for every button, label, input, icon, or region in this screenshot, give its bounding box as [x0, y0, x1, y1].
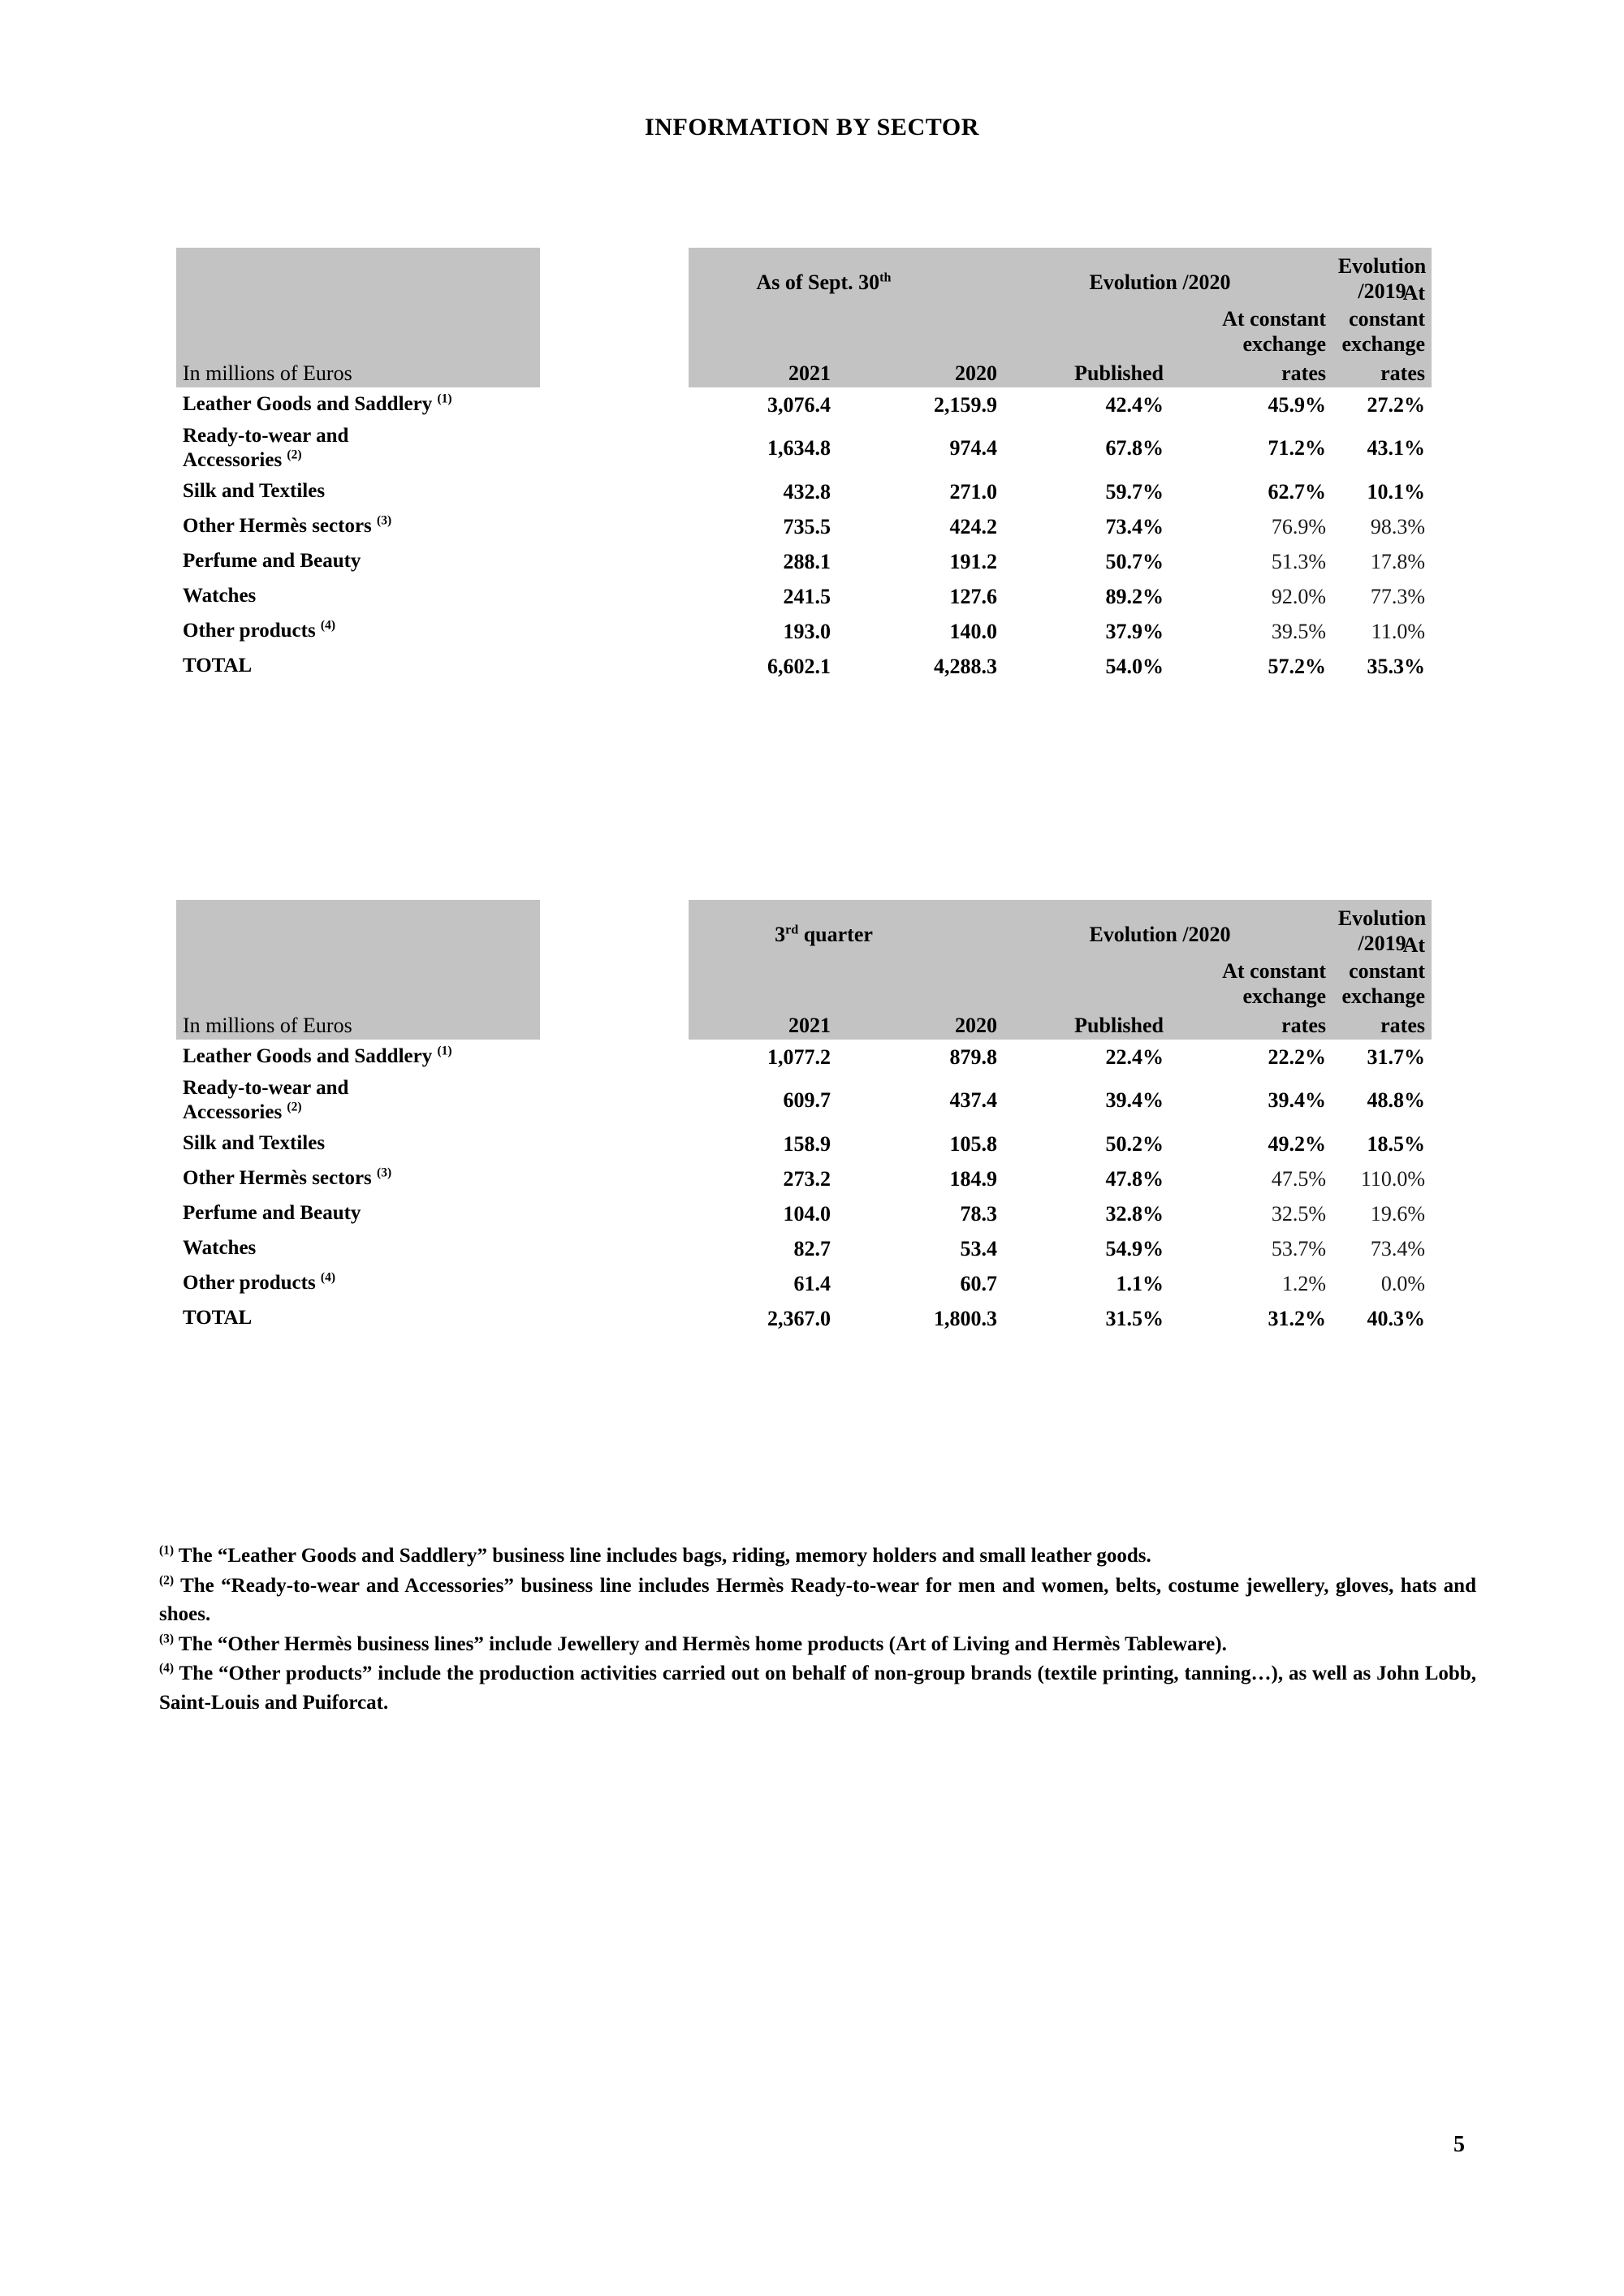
cell-value-2021: 2,367.0	[767, 1306, 831, 1330]
footnote-text: The “Other products” include the production activities carried out on behalf of non-group brands (textile printing, tanning…), as well as John Lobb, Saint-Louis and Puiforcat.	[159, 1663, 1476, 1714]
cell-value-2021: 1,077.2	[767, 1044, 831, 1069]
cell-value-2021: 1,634.8	[767, 436, 831, 460]
cell-value-published: 39.4%	[1105, 1088, 1164, 1112]
sector-data-table	[176, 900, 1432, 1336]
cell-value-2020: 1,800.3	[934, 1306, 997, 1330]
footnotes-block	[159, 1541, 1476, 1718]
cell-value-constant-2019: 19.6%	[1370, 1201, 1425, 1226]
table-header-row	[176, 248, 1432, 387]
row-label: Leather Goods and Saddlery $^{(1)}$	[183, 391, 452, 416]
cell-value-2021: 158.9	[783, 1131, 831, 1156]
cell-value-2021: 6,602.1	[767, 654, 831, 678]
cell-value-constant-2019: 110.0%	[1360, 1166, 1425, 1191]
evolution-2019-title: Evolution /2019	[1337, 254, 1427, 303]
cell-value-published: 1.1%	[1116, 1271, 1164, 1295]
cell-value-constant-2019: 43.1%	[1367, 436, 1425, 460]
table-row	[176, 1161, 1432, 1196]
cell-value-constant-2019: 40.3%	[1367, 1306, 1425, 1330]
cell-value-2020: 184.9	[949, 1166, 997, 1191]
table-row	[176, 1266, 1432, 1301]
row-gap-cell	[540, 1074, 689, 1126]
period-title: As of Sept. 30th	[756, 270, 892, 294]
footnote-marker: (1)	[159, 1543, 175, 1558]
footnote-text: The “Ready-to-wear and Accessories” business line includes Hermès Ready-to-wear for men and women, belts, costume jewellery, gloves, hats and shoes.	[159, 1574, 1476, 1625]
cell-value-published: 54.9%	[1105, 1236, 1164, 1260]
evolution-2020-title: Evolution /2020	[1089, 270, 1231, 294]
page-number: 5	[1453, 2132, 1465, 2157]
footnote	[159, 1572, 1476, 1629]
cell-value-2020: 271.0	[949, 479, 997, 504]
cell-value-published: 31.5%	[1105, 1306, 1164, 1330]
table-row	[176, 1196, 1432, 1231]
row-gap-cell	[540, 1231, 689, 1266]
sector-table-third-quarter	[176, 900, 1432, 1336]
cell-value-published: 73.4%	[1105, 514, 1164, 538]
row-gap-cell	[540, 1301, 689, 1336]
row-gap-cell	[540, 544, 689, 579]
cell-value-2020: 105.8	[949, 1131, 997, 1156]
cell-value-2020: 2,159.9	[934, 392, 997, 417]
header-cell-published	[1004, 900, 1231, 1040]
cell-value-2020: 879.8	[949, 1044, 997, 1069]
header-cell-unit	[176, 248, 540, 387]
cell-value-constant-2020: 92.0%	[1271, 584, 1326, 608]
cell-value-constant-2020: 53.7%	[1271, 1236, 1326, 1260]
row-gap-cell	[540, 1266, 689, 1301]
cell-value-constant-2019: 31.7%	[1367, 1044, 1425, 1069]
row-label-cell	[176, 422, 540, 474]
cell-value-2021: 735.5	[783, 514, 831, 538]
row-label-cell	[176, 1301, 540, 1336]
cell-value-published: 22.4%	[1105, 1044, 1164, 1069]
cell-value-constant-2019: 17.8%	[1370, 549, 1425, 573]
cell-value-constant-2020: 71.2%	[1268, 436, 1326, 460]
row-label-cell	[176, 509, 540, 544]
header-gap	[540, 248, 689, 387]
cell-value-published: 47.8%	[1105, 1166, 1164, 1191]
cell-value-constant-2020: 39.5%	[1271, 619, 1326, 643]
cell-value-constant-2019: 48.8%	[1367, 1088, 1425, 1112]
footnote-marker: (4)	[159, 1661, 175, 1676]
row-label: Leather Goods and Saddlery $^{(1)}$	[183, 1044, 452, 1068]
footnote	[159, 1541, 1476, 1571]
cell-value-constant-2020: 47.5%	[1271, 1166, 1326, 1191]
period-title: 3rd quarter	[775, 923, 873, 946]
table-row	[176, 614, 1432, 649]
cell-value-published: 32.8%	[1105, 1201, 1164, 1226]
column-header-rates-2020: rates	[1281, 1014, 1326, 1037]
column-header-2021: 2021	[788, 361, 831, 385]
column-header-published: Published	[1074, 361, 1164, 385]
row-label-cell	[176, 1231, 540, 1266]
cell-value-constant-2020: 39.4%	[1268, 1088, 1326, 1112]
header-cell-constant-rates-2019	[1332, 900, 1432, 1040]
cell-value-published: 37.9%	[1105, 619, 1164, 643]
table-row	[176, 509, 1432, 544]
row-label: Other products $^{(4)}$	[183, 1270, 335, 1295]
cell-value-2020: 140.0	[949, 619, 997, 643]
table-row	[176, 1074, 1432, 1126]
header-cell-2020	[837, 900, 1004, 1040]
table-row	[176, 1040, 1432, 1074]
row-gap-cell	[540, 1161, 689, 1196]
header-cell-2021	[689, 248, 892, 387]
cell-value-constant-2020: 62.7%	[1268, 479, 1326, 504]
column-header-rates-2020: rates	[1281, 361, 1326, 385]
cell-value-2021: 3,076.4	[767, 392, 831, 417]
cell-value-2021: 241.5	[783, 584, 831, 608]
row-label: Perfume and Beauty	[183, 1202, 361, 1225]
cell-value-published: 50.2%	[1105, 1131, 1164, 1156]
evolution-2020-title: Evolution /2020	[1089, 923, 1231, 946]
constant-rates-label-2020: At constant exchange	[1222, 306, 1326, 356]
table-row	[176, 474, 1432, 509]
row-label-cell	[176, 1126, 540, 1161]
cell-value-2020: 974.4	[949, 436, 997, 460]
row-label-cell	[176, 544, 540, 579]
cell-value-constant-2020: 32.5%	[1271, 1201, 1326, 1226]
table-row	[176, 544, 1432, 579]
constant-rates-label-2019: At constant exchange	[1341, 281, 1425, 356]
column-header-2021: 2021	[788, 1014, 831, 1037]
column-header-2020: 2020	[955, 1014, 997, 1037]
cell-value-constant-2020: 45.9%	[1268, 392, 1326, 417]
column-header-rates-2019: rates	[1380, 361, 1425, 385]
cell-value-constant-2020: 31.2%	[1268, 1306, 1326, 1330]
row-label: TOTAL	[183, 1307, 253, 1330]
cell-value-2021: 288.1	[783, 549, 831, 573]
cell-value-constant-2020: 22.2%	[1268, 1044, 1326, 1069]
row-gap-cell	[540, 474, 689, 509]
evolution-2019-title: Evolution /2019	[1337, 906, 1427, 955]
unit-label: In millions of Euros	[183, 361, 352, 385]
cell-value-constant-2019: 27.2%	[1367, 392, 1425, 417]
table-row	[176, 579, 1432, 614]
column-header-2020: 2020	[955, 361, 997, 385]
row-label-cell	[176, 614, 540, 649]
row-gap-cell	[540, 509, 689, 544]
footnote-text: The “Leather Goods and Saddlery” business line includes bags, riding, memory holders and small leather goods.	[178, 1545, 1151, 1567]
row-label: TOTAL	[183, 655, 253, 677]
cell-value-published: 89.2%	[1105, 584, 1164, 608]
cell-value-constant-2019: 77.3%	[1370, 584, 1425, 608]
row-gap-cell	[540, 1126, 689, 1161]
cell-value-2020: 437.4	[949, 1088, 997, 1112]
row-gap-cell	[540, 614, 689, 649]
cell-value-constant-2019: 0.0%	[1380, 1271, 1425, 1295]
row-label: Ready-to-wear and Accessories $^{(2)}$	[183, 424, 349, 471]
cell-value-2020: 78.3	[960, 1201, 997, 1226]
row-label-cell	[176, 649, 540, 684]
table-row	[176, 387, 1432, 422]
header-cell-2021	[689, 900, 873, 1040]
row-label-cell	[176, 474, 540, 509]
constant-rates-label-2020: At constant exchange	[1222, 958, 1326, 1008]
constant-rates-label-2019: At constant exchange	[1341, 933, 1425, 1008]
row-label-cell	[176, 1161, 540, 1196]
cell-value-published: 50.7%	[1105, 549, 1164, 573]
footnote-text: The “Other Hermès business lines” include Jewellery and Hermès home products (Art of Living and Hermès Tableware).	[178, 1632, 1227, 1655]
footnote-marker: (3)	[159, 1632, 175, 1646]
cell-value-2020: 53.4	[960, 1236, 997, 1260]
cell-value-constant-2019: 11.0%	[1371, 619, 1425, 643]
row-gap-cell	[540, 649, 689, 684]
header-cell-2020	[837, 248, 1004, 387]
cell-value-2021: 273.2	[783, 1166, 831, 1191]
row-label-cell	[176, 1266, 540, 1301]
cell-value-2020: 4,288.3	[934, 654, 997, 678]
cell-value-published: 59.7%	[1105, 479, 1164, 504]
column-header-rates-2019: rates	[1380, 1014, 1425, 1037]
cell-value-constant-2020: 57.2%	[1268, 654, 1326, 678]
cell-value-constant-2019: 18.5%	[1367, 1131, 1425, 1156]
cell-value-constant-2019: 98.3%	[1370, 514, 1425, 538]
row-gap-cell	[540, 1196, 689, 1231]
header-cell-unit	[176, 900, 540, 1040]
table-row	[176, 1301, 1432, 1336]
cell-value-2020: 191.2	[949, 549, 997, 573]
cell-value-constant-2020: 49.2%	[1268, 1131, 1326, 1156]
footnote-marker: (2)	[159, 1573, 175, 1588]
cell-value-2021: 432.8	[783, 479, 831, 504]
cell-value-published: 54.0%	[1105, 654, 1164, 678]
row-label: Watches	[183, 585, 257, 608]
cell-value-2020: 127.6	[949, 584, 997, 608]
footnote	[159, 1659, 1476, 1717]
table-header-row	[176, 900, 1432, 1040]
row-gap-cell	[540, 422, 689, 474]
cell-value-published: 42.4%	[1105, 392, 1164, 417]
cell-value-constant-2020: 1.2%	[1281, 1271, 1326, 1295]
cell-value-2021: 104.0	[783, 1201, 831, 1226]
cell-value-constant-2019: 73.4%	[1370, 1236, 1425, 1260]
table-row	[176, 1231, 1432, 1266]
row-label: Watches	[183, 1237, 257, 1260]
row-label: Other Hermès sectors $^{(3)}$	[183, 1165, 392, 1190]
row-label: Silk and Textiles	[183, 1132, 326, 1155]
header-cell-published	[1004, 248, 1231, 387]
row-label-cell	[176, 1040, 540, 1074]
table-row	[176, 422, 1432, 474]
header-gap	[540, 900, 689, 1040]
cell-value-constant-2020: 51.3%	[1271, 549, 1326, 573]
row-label: Ready-to-wear and Accessories $^{(2)}$	[183, 1076, 349, 1123]
sector-data-table	[176, 248, 1432, 684]
unit-label: In millions of Euros	[183, 1014, 352, 1037]
header-cell-constant-rates-2019	[1332, 248, 1432, 387]
cell-value-constant-2019: 35.3%	[1367, 654, 1425, 678]
page-title: INFORMATION BY SECTOR	[644, 114, 980, 141]
cell-value-2020: 424.2	[949, 514, 997, 538]
row-label: Silk and Textiles	[183, 480, 326, 503]
cell-value-2021: 61.4	[793, 1271, 831, 1295]
table-row	[176, 649, 1432, 684]
row-label: Other products $^{(4)}$	[183, 618, 335, 642]
cell-value-2021: 82.7	[793, 1236, 831, 1260]
cell-value-2021: 193.0	[783, 619, 831, 643]
cell-value-published: 67.8%	[1105, 436, 1164, 460]
row-label: Perfume and Beauty	[183, 550, 361, 573]
row-label-cell	[176, 1074, 540, 1126]
header-cell-constant-rates-2020	[1170, 900, 1332, 1040]
row-label-cell	[176, 387, 540, 422]
footnote	[159, 1630, 1476, 1659]
cell-value-2020: 60.7	[960, 1271, 997, 1295]
row-label-cell	[176, 579, 540, 614]
row-gap-cell	[540, 579, 689, 614]
cell-value-constant-2020: 76.9%	[1271, 514, 1326, 538]
row-label-cell	[176, 1196, 540, 1231]
row-gap-cell	[540, 387, 689, 422]
table-row	[176, 1126, 1432, 1161]
row-label: Other Hermès sectors $^{(3)}$	[183, 513, 392, 538]
row-gap-cell	[540, 1040, 689, 1074]
sector-table-year-to-date	[176, 248, 1432, 684]
cell-value-constant-2019: 10.1%	[1367, 479, 1425, 504]
cell-value-2021: 609.7	[783, 1088, 831, 1112]
column-header-published: Published	[1074, 1014, 1164, 1037]
header-cell-constant-rates-2020	[1170, 248, 1332, 387]
